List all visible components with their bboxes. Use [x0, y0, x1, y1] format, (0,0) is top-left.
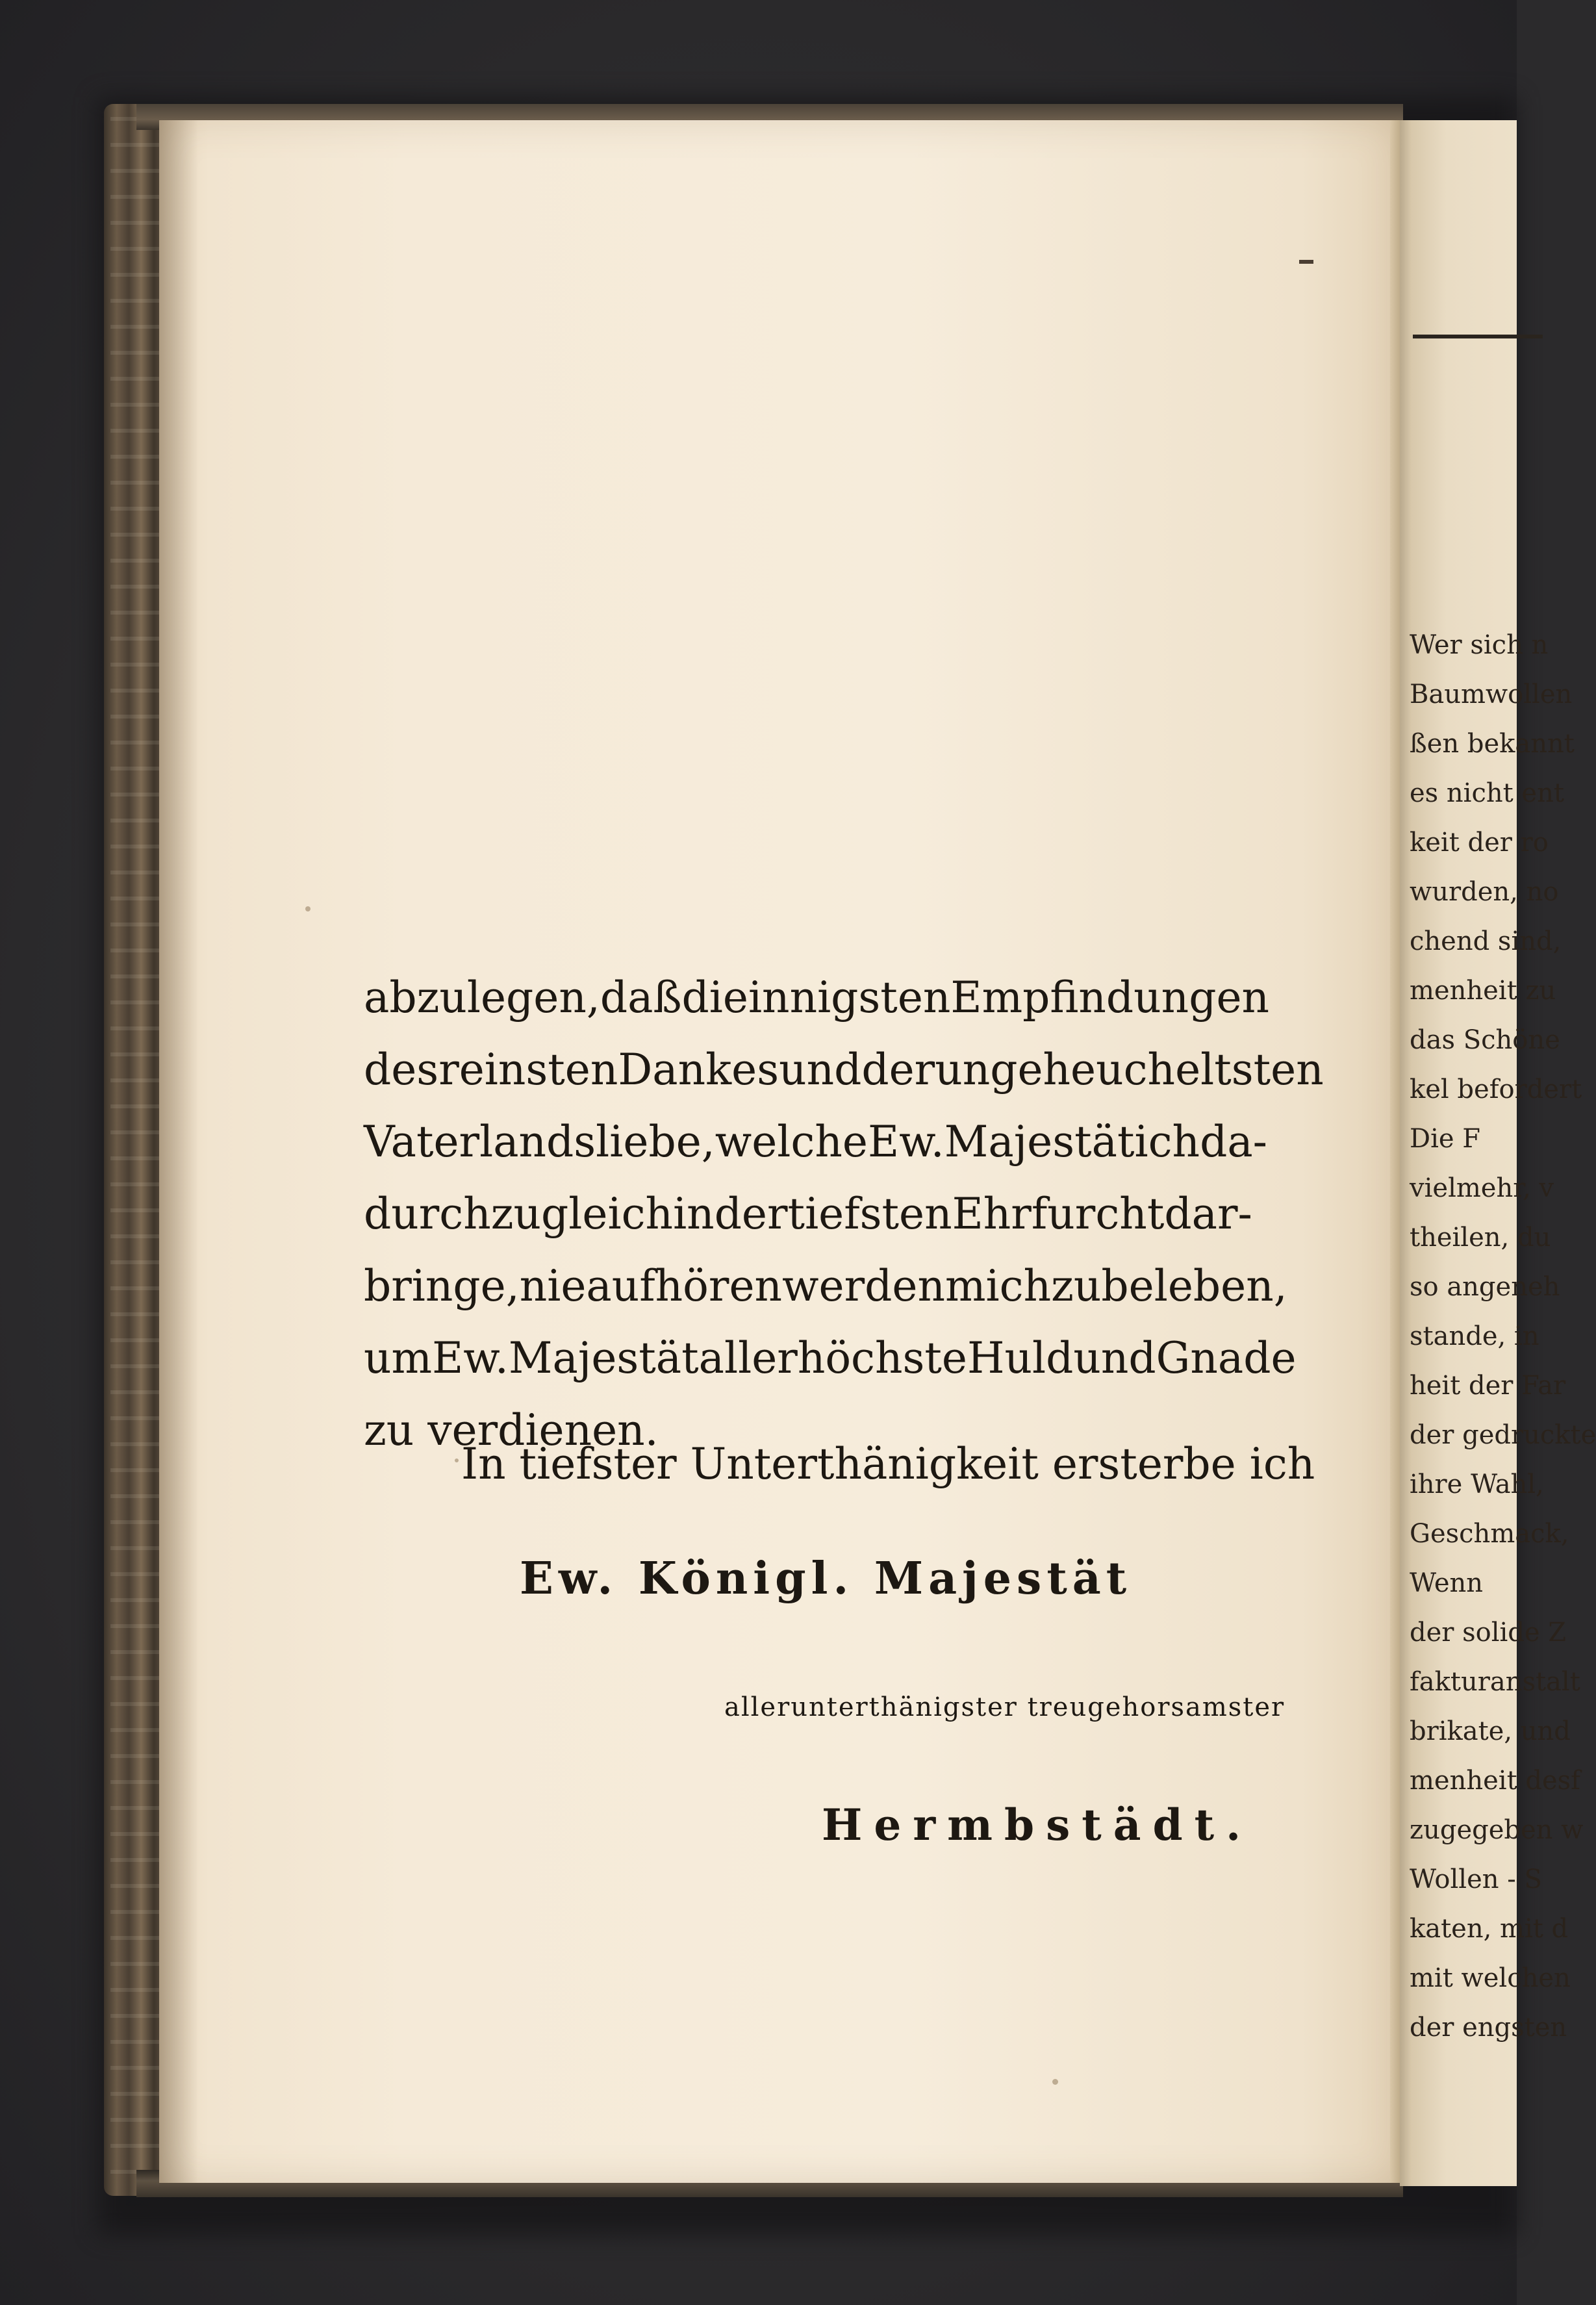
right-line: theilen, du: [1410, 1223, 1551, 1253]
word: zugleich: [490, 1189, 674, 1239]
word: Ehrfurcht: [952, 1189, 1165, 1239]
word: Majestät: [944, 1117, 1135, 1167]
right-line: Wenn: [1410, 1568, 1484, 1598]
right-line: ihre Wahl,: [1410, 1470, 1544, 1499]
signature: Hermbstädt.: [822, 1800, 1253, 1850]
page-mark: [1299, 260, 1313, 264]
header-rule: [1413, 335, 1543, 338]
salutation: Ew. Königl. Majestät: [520, 1553, 1132, 1605]
word: welche: [715, 1117, 868, 1167]
right-line: mit welchen: [1410, 1963, 1571, 1993]
right-line: ßen bekannt: [1410, 729, 1575, 759]
right-line: vielmehr, v: [1410, 1173, 1554, 1203]
body-line: [364, 961, 1270, 1034]
word: durch: [364, 1189, 491, 1239]
right-page-text: [1410, 620, 1596, 2052]
word: innigsten: [748, 973, 951, 1023]
right-line: der gedruckte: [1410, 1420, 1596, 1450]
right-line: das Schöne: [1410, 1025, 1560, 1055]
word: daß: [600, 973, 682, 1023]
word: aufhören: [586, 1261, 783, 1311]
right-line: katen, mit d: [1410, 1914, 1569, 1944]
word: Dankes: [618, 1045, 779, 1095]
right-line: Wollen - S: [1410, 1865, 1542, 1894]
body-line: [364, 1106, 1267, 1178]
word: der: [714, 1189, 788, 1239]
word: abzulegen,: [364, 973, 600, 1023]
word: bringe,: [364, 1261, 520, 1311]
right-line: menheit zu: [1410, 976, 1556, 1006]
body-line: [364, 1034, 1324, 1106]
paper-speck: [305, 906, 310, 911]
right-line: menheit desf: [1410, 1766, 1580, 1796]
word: die: [681, 973, 748, 1023]
word: da-: [1200, 1117, 1267, 1167]
right-line: fakturanstalt: [1410, 1667, 1580, 1697]
word: Huld: [967, 1333, 1074, 1383]
right-line: brikate, und: [1410, 1716, 1571, 1746]
body-line: [364, 1322, 1297, 1394]
right-page: [1400, 120, 1596, 2186]
word: der: [861, 1045, 935, 1095]
right-line: so angeneh: [1410, 1272, 1560, 1302]
word: tiefsten: [787, 1189, 952, 1239]
word: Gnade: [1156, 1333, 1297, 1383]
closing-line: In tiefster Unterthänigkeit ersterbe ich: [461, 1439, 1315, 1489]
right-line: Die F: [1410, 1124, 1481, 1154]
word: Empfindungen: [950, 973, 1270, 1023]
right-line: stande, in: [1410, 1321, 1539, 1351]
word: Majestät: [508, 1333, 699, 1383]
right-line: zugegeben w: [1410, 1815, 1584, 1845]
word: und: [779, 1045, 862, 1095]
right-line: heit der Far: [1410, 1371, 1566, 1401]
body-line: [364, 1250, 1287, 1322]
right-line: es nicht ent: [1410, 778, 1564, 808]
right-line: chend sind,: [1410, 926, 1562, 956]
word: Vaterlandsliebe,: [364, 1117, 715, 1167]
word: allerhöchste: [698, 1333, 967, 1383]
word: dar-: [1164, 1189, 1252, 1239]
word: Ew.: [867, 1117, 944, 1167]
right-line: der engsten: [1410, 2013, 1567, 2043]
right-line: keit der ro: [1410, 828, 1549, 858]
word: in: [673, 1189, 715, 1239]
word: nie: [519, 1261, 587, 1311]
word: werden: [782, 1261, 945, 1311]
body-line: zu verdienen.: [364, 1405, 659, 1455]
right-line: kel befordert: [1410, 1075, 1582, 1104]
right-line: Wer sich n: [1410, 630, 1549, 660]
page-gutter-shadow: [159, 120, 198, 2183]
word: reinsten: [438, 1045, 618, 1095]
word: zu: [1051, 1261, 1102, 1311]
subscript: allerunterthänigster treugehorsamster: [724, 1692, 1286, 1722]
right-line: wurden, no: [1410, 877, 1559, 907]
right-line: Geschmack,: [1410, 1519, 1569, 1549]
word: ungeheucheltsten: [935, 1045, 1324, 1095]
right-line: der solide Z: [1410, 1618, 1567, 1648]
word: des: [364, 1045, 439, 1095]
word: ich: [1134, 1117, 1200, 1167]
paper-speck: [1052, 2079, 1058, 2085]
word: und: [1073, 1333, 1156, 1383]
word: um: [364, 1333, 433, 1383]
body-line: [364, 1178, 1252, 1250]
word: Ew.: [432, 1333, 509, 1383]
word: beleben,: [1101, 1261, 1287, 1311]
word: mich: [944, 1261, 1052, 1311]
right-line: Baumwollen: [1410, 680, 1573, 709]
